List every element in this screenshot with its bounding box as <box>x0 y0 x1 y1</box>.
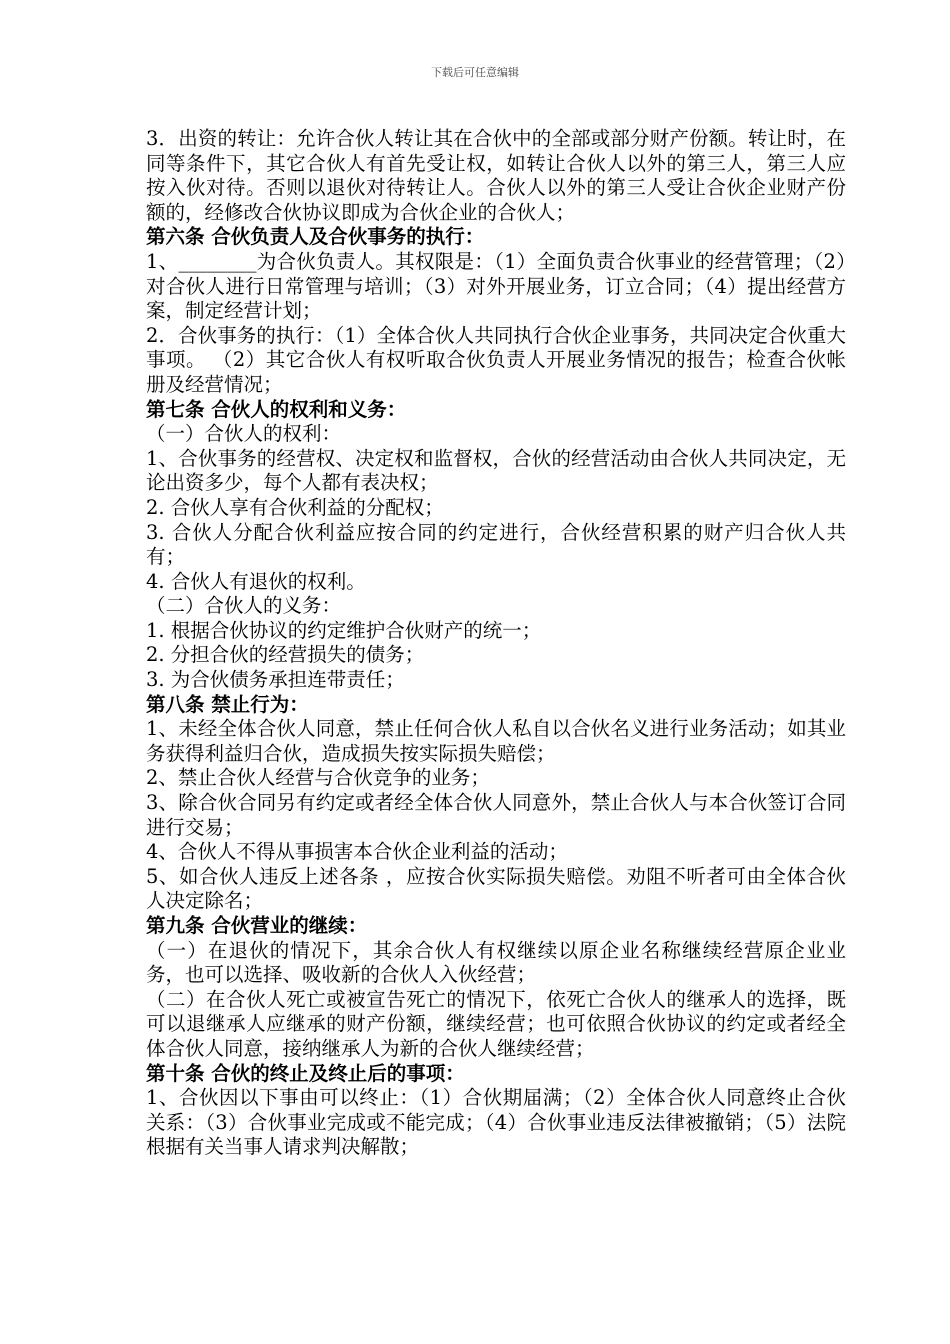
document-body <box>146 127 846 1160</box>
section-heading: 第十条 合伙的终止及终止后的事项： <box>146 1061 465 1085</box>
paragraph: 5、如合伙人违反上述各条 ，应按合伙实际损失赔偿。劝阻不听者可由全体合伙人决定除名； <box>146 864 846 913</box>
paragraph: 1、________为合伙负责人。其权限是：（1）全面负责合伙事业的经营管理；（2）对合伙人进行日常管理与培训；（3）对外开展业务，订立合同；（4）提出经营方案，制定经营计划； <box>146 249 846 323</box>
paragraph: 1、未经全体合伙人同意，禁止任何合伙人私自以合伙名义进行业务活动；如其业务获得利益归合伙，造成损失按实际损失赔偿； <box>146 717 846 765</box>
paragraph: 2、禁止合伙人经营与合伙竞争的业务； <box>146 766 490 790</box>
paragraph: 4. 合伙人有退伙的权利。 <box>146 569 366 593</box>
paragraph: 1. 根据合伙协议的约定维护合伙财产的统一； <box>146 618 542 642</box>
page-header: 下载后可任意编辑 <box>431 66 519 79</box>
paragraph: （一）合伙人的权利： <box>146 422 342 446</box>
paragraph: 3. 为合伙债务承担连带责任； <box>146 668 405 692</box>
section-heading: 第七条 合伙人的权利和义务： <box>146 397 407 421</box>
paragraph: 1、合伙因以下事由可以终止：（1）合伙期届满；（2）全体合伙人同意终止合伙关系：（3）合伙事业完成或不能完成；（4）合伙事业违反法律被撤销；（5）法院根据有关当事人请求判决解散； <box>146 1086 846 1159</box>
paragraph: （一）在退伙的情况下，其余合伙人有权继续以原企业名称继续经营原企业业务，也可以选择、吸收新的合伙人入伙经营； <box>146 938 846 987</box>
section-heading: 第九条 合伙营业的继续： <box>146 914 368 937</box>
paragraph: 3．出资的转让：允许合伙人转让其在合伙中的全部或部分财产份额。转让时，在同等条件下，其它合伙人有首先受让权，如转让合伙人以外的第三人，第三人应按入伙对待。否则以退伙对待转让人。合伙人以外的第三人受让合伙企业财产份额的，经修改合伙协议即成为合伙企业的合伙人； <box>146 127 846 224</box>
section-heading: 第六条 合伙负责人及合伙事务的执行： <box>146 225 485 249</box>
paragraph: （二）在合伙人死亡或被宣告死亡的情况下，依死亡合伙人的继承人的选择，既可以退继承人应继承的财产份额，继续经营；也可依照合伙协议的约定或者经全体合伙人同意，接纳继承人为新的合伙人继续经营； <box>146 987 846 1060</box>
paragraph: 2．合伙事务的执行：（1）全体合伙人共同执行合伙企业事务，共同决定合伙重大事项。 （2）其它合伙人有权听取合伙负责人开展业务情况的报告；检查合伙帐册及经营情况； <box>146 323 846 396</box>
paragraph: 2. 分担合伙的经营损失的债务； <box>146 643 425 667</box>
paragraph: 3、除合伙合同另有约定或者经全体合伙人同意外，禁止合伙人与本合伙签订合同进行交易； <box>146 791 846 839</box>
paragraph: 1、合伙事务的经营权、决定权和监督权，合伙的经营活动由合伙人共同决定，无论出资多少，每个人都有表决权； <box>146 446 846 495</box>
paragraph: 2. 合伙人享有合伙利益的分配权； <box>146 495 444 519</box>
paragraph: 3. 合伙人分配合伙利益应按合同的约定进行，合伙经营积累的财产归合伙人共有； <box>146 520 846 569</box>
section-heading: 第八条 禁止行为： <box>146 692 309 716</box>
paragraph: 4、合伙人不得从事损害本合伙企业利益的活动； <box>146 840 568 864</box>
paragraph: （二）合伙人的义务： <box>146 594 342 618</box>
